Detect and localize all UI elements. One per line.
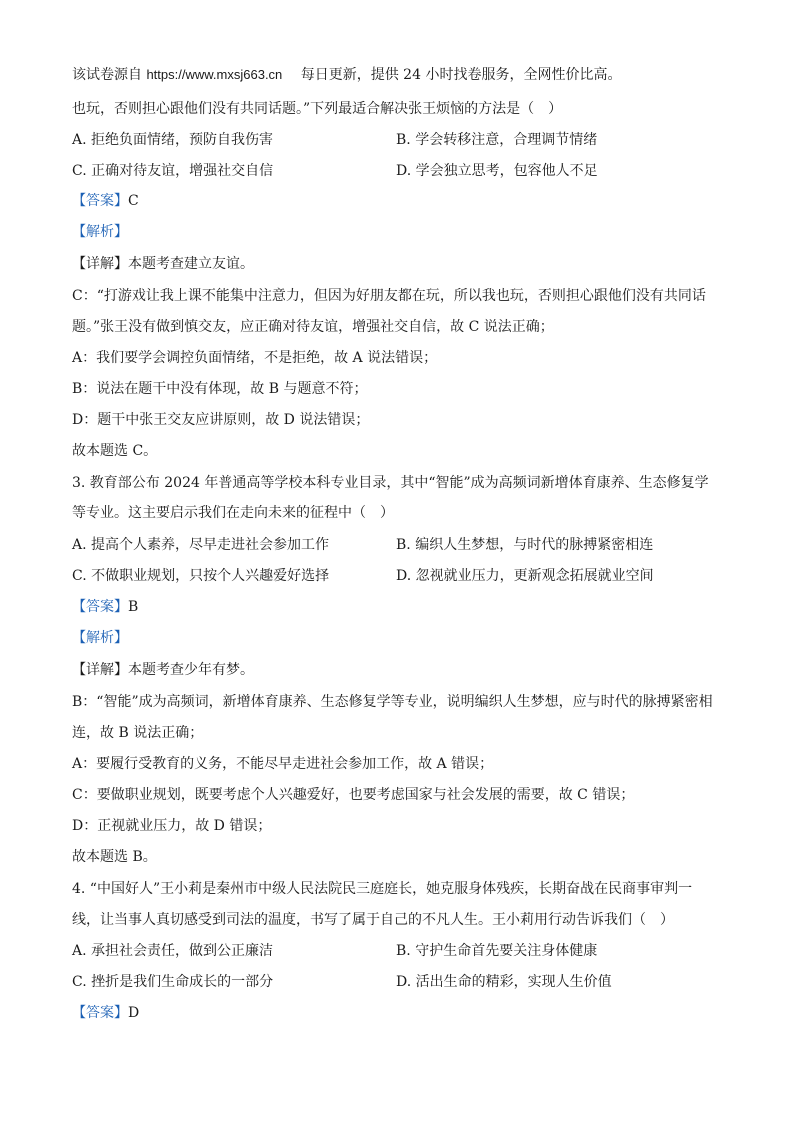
- q3-option-b: B. 编织人生梦想，与时代的脉搏紧密相连: [396, 537, 654, 553]
- q3-option-c: C. 不做职业规划，只按个人兴趣爱好选择: [72, 568, 330, 584]
- source-prefix: 该试卷源自: [72, 67, 142, 83]
- detail-text: 本题考查少年有梦。: [128, 662, 254, 678]
- source-header: [72, 65, 621, 85]
- q2-explanation-line: 故本题选 C。: [72, 443, 158, 459]
- q3-explanation-line: B：“智能”成为高频词，新增体育康养、生态修复学等专业，说明编织人生梦想，应与时代的脉搏紧密相: [72, 694, 713, 710]
- source-url-link[interactable]: https://www.mxsj663.cn: [146, 67, 283, 82]
- q2-option-c: C. 正确对待友谊，增强社交自信: [72, 163, 274, 179]
- q3-explanation-line: C：要做职业规划，既要考虑个人兴趣爱好，也要考虑国家与社会发展的需要，故 C 错误；: [72, 787, 635, 803]
- q2-stem-tail: 也玩，否则担心跟他们没有共同话题。”下列最适合解决张王烦恼的方法是（ ）: [72, 101, 563, 117]
- q4-option-a: A. 承担社会责任，做到公正廉洁: [72, 943, 274, 959]
- q4-stem-line: 线，让当事人真切感受到司法的温度，书写了属于自己的不凡人生。王小莉用行动告诉我们（ ）: [72, 912, 674, 928]
- q3-option-d: D. 忽视就业压力，更新观念拓展就业空间: [396, 568, 654, 584]
- q2-explanation-line: A：我们要学会调控负面情绪，不是拒绝，故 A 说法错误；: [72, 350, 438, 366]
- q2-explanation-line: D：题干中张王交友应讲原则，故 D 说法错误；: [72, 412, 370, 428]
- q2-analysis: [72, 222, 128, 242]
- q2-option-d: D. 学会独立思考，包容他人不足: [396, 163, 598, 179]
- q2-option-a: A. 拒绝负面情绪，预防自我伤害: [72, 132, 274, 148]
- q2-detail: [72, 254, 254, 274]
- q4-stem-line: 4. “中国好人”王小莉是秦州市中级人民法院民三庭庭长，她克服身体残疾，长期奋战在民商事审判一: [72, 881, 693, 897]
- answer-value: C: [128, 193, 139, 209]
- answer-tag: 【答案】: [72, 193, 128, 209]
- q3-option-a: A. 提高个人素养，尽早走进社会参加工作: [72, 537, 330, 553]
- q4-answer: [72, 1003, 139, 1023]
- q2-option-b: B. 学会转移注意，合理调节情绪: [396, 132, 598, 148]
- detail-tag: 【详解】: [72, 256, 128, 272]
- q4-option-d: D. 活出生命的精彩，实现人生价值: [396, 974, 612, 990]
- q3-detail: [72, 660, 254, 680]
- q3-answer: [72, 597, 138, 617]
- answer-tag: 【答案】: [72, 1005, 128, 1021]
- q4-option-c: C. 挫折是我们生命成长的一部分: [72, 974, 274, 990]
- analysis-tag: 【解析】: [72, 630, 128, 646]
- answer-tag: 【答案】: [72, 599, 128, 615]
- analysis-tag: 【解析】: [72, 224, 128, 240]
- q3-explanation-line: 连，故 B 说法正确；: [72, 725, 204, 741]
- q3-stem-line: 等专业。这主要启示我们在走向未来的征程中（ ）: [72, 505, 394, 521]
- answer-value: D: [128, 1005, 140, 1021]
- q2-explanation-line: C：“打游戏让我上课不能集中注意力，但因为好朋友都在玩，所以我也玩，否则担心跟他们没有共同话: [72, 288, 706, 304]
- source-note: 每日更新，提供 24 小时找卷服务，全网性价比高。: [300, 67, 622, 83]
- q4-option-b: B. 守护生命首先要关注身体健康: [396, 943, 598, 959]
- q3-explanation-line: 故本题选 B。: [72, 849, 157, 865]
- q3-stem-line: 3. 教育部公布 2024 年普通高等学校本科专业目录，其中“智能”成为高频词新增体育康养、生态修复学: [72, 475, 709, 491]
- q3-explanation-line: A：要履行受教育的义务，不能尽早走进社会参加工作，故 A 错误；: [72, 756, 494, 772]
- q2-explanation-line: 题。”张王没有做到慎交友，应正确对待友谊，增强社交自信，故 C 说法正确；: [72, 319, 554, 335]
- q3-explanation-line: D：正视就业压力，故 D 错误；: [72, 818, 272, 834]
- detail-tag: 【详解】: [72, 662, 128, 678]
- answer-value: B: [128, 599, 139, 615]
- q2-explanation-line: B：说法在题干中没有体现，故 B 与题意不符；: [72, 381, 368, 397]
- detail-text: 本题考查建立友谊。: [128, 256, 254, 272]
- q3-analysis: [72, 628, 128, 648]
- q2-answer: [72, 191, 139, 211]
